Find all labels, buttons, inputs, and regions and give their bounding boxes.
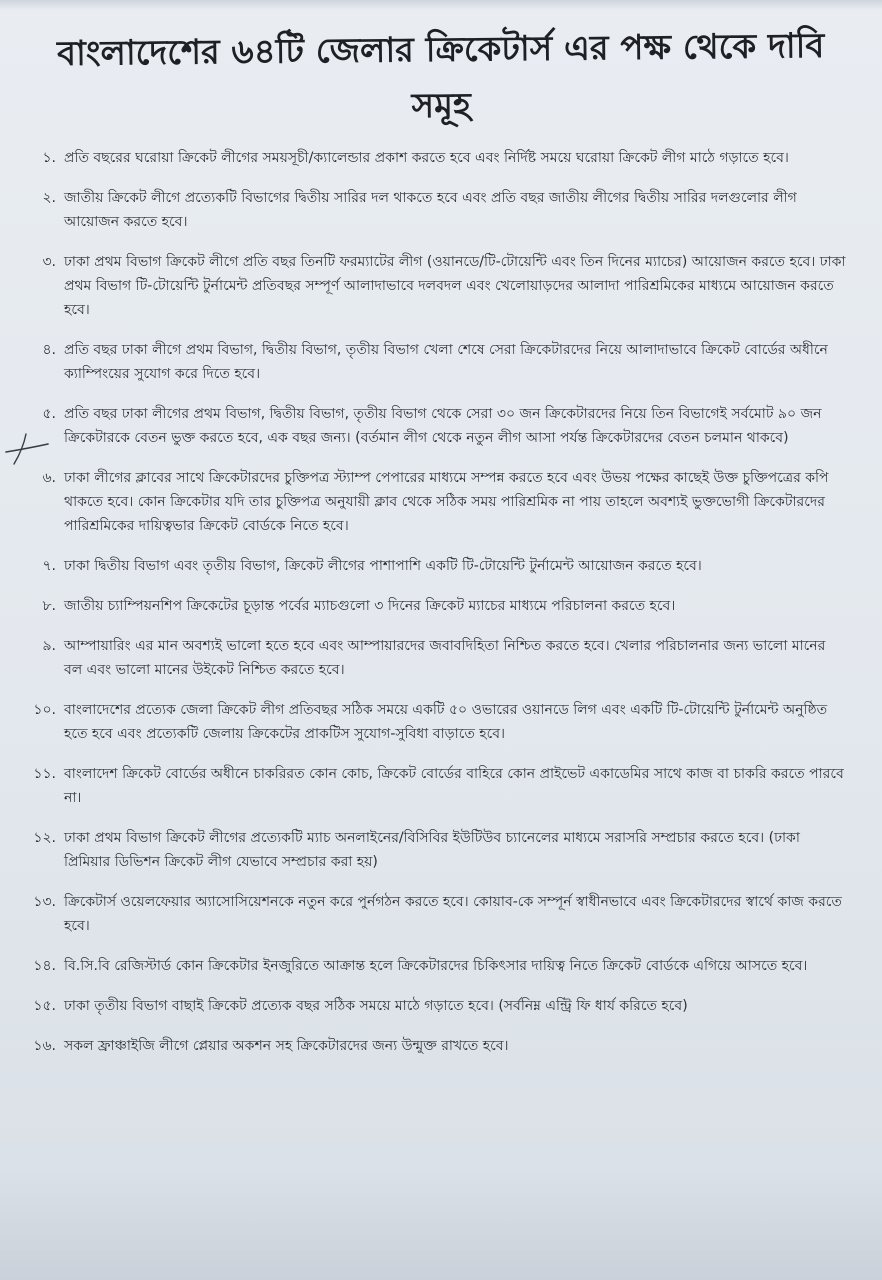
demand-text: ক্রিকেটার্স ওয়েলফেয়ার অ্যাসোসিয়েশনকে নতুন করে পুর্নগঠন করতে হবে। কোয়াব-কে সম্পূর্ন স্বাধীনভাবে এবং ক্রিকেটারদের স্বার্থে কাজ করতে হবে। [64, 894, 842, 934]
paper-fold-shadow [0, 0, 882, 10]
demand-number: ২. [42, 190, 56, 206]
demand-number: ১. [42, 150, 56, 166]
demand-number: ৯. [42, 638, 56, 654]
document-title: বাংলাদেশের ৬৪টি জেলার ক্রিকেটার্স এর পক্ষ থেকে দাবি সমূহ [56, 25, 825, 127]
demand-item [30, 554, 846, 578]
demand-text: ঢাকা তৃতীয় বিভাগ বাছাই ক্রিকেট প্রত্যেক বছর সঠিক সময়ে মাঠে গড়াতে হবে। (সর্বনিম্ন এন্ট্রি ফি ধার্য করিতে হবে) [64, 998, 688, 1014]
demand-number: ১২. [33, 830, 56, 846]
demand-text: জাতীয় ক্রিকেট লীগে প্রত্যেকটি বিভাগের দ্বিতীয় সারির দল থাকতে হবে এবং প্রতি বছর জাতীয় লীগের দ্বিতীয় সারির দলগুলোর লীগ আয়োজন করতে হবে। [64, 190, 797, 230]
demand-number: ১৬. [33, 1038, 56, 1054]
demand-number: ৭. [42, 558, 56, 574]
demand-number: ৫. [42, 406, 56, 422]
demand-item [30, 146, 846, 170]
demand-text: বাংলাদেশের প্রত্যেক জেলা ক্রিকেট লীগ প্রতিবছর সঠিক সময়ে একটি ৫০ ওভারের ওয়ানডে লিগ এবং একটি টি-টোয়েন্টি টুর্নামেন্ট অনুষ্ঠিত হতে হবে এবং প্রত্যেকটি জেলায় ক্রিকেটের প্রাকটিস সুযোগ-সুবিধা বাড়াতে হবে। [64, 702, 828, 742]
demand-text: আম্পায়ারিং এর মান অবশ্যই ভালো হতে হবে এবং আম্পায়ারদের জবাবদিহিতা নিশ্চিত করতে হবে। খেলার পরিচালনার জন্য ভালো মানের বল এবং ভালো মানের উইকেট নিশ্চিত করতে হবে। [64, 638, 826, 678]
demand-item [30, 402, 846, 450]
demand-item [30, 890, 846, 938]
demand-text: ঢাকা লীগের ক্লাবের সাথে ক্রিকেটারদের চুক্তিপত্র স্ট্যাম্প পেপারের মাধ্যমে সম্পন্ন করতে হবে এবং উভয় পক্ষের কাছেই উক্ত চুক্তিপত্রের কপি থাকতে হবে। কোন ক্রিকেটার যদি তার চুক্তিপত্র অনুযায়ী ক্লাব থেকে সঠিক সময় পারিশ্রমিক না পায় তাহলে অবশ্যই ভুক্তভোগী ক্রিকেটারদের পারিশ্রমিকের দায়িত্বভার ক্রিকেট বোর্ডকে নিতে হবে। [64, 470, 829, 534]
demand-text: প্রতি বছরের ঘরোয়া ক্রিকেট লীগের সময়সূচী/ক্যালেন্ডার প্রকাশ করতে হবে এবং নির্দিষ্ট সময়ে ঘরোয়া ক্রিকেট লীগ মাঠে গড়াতে হবে। [64, 150, 789, 166]
demand-number: ১৪. [33, 958, 56, 974]
demand-item [30, 1034, 846, 1058]
demand-item [30, 186, 846, 234]
demand-item [30, 994, 846, 1018]
demand-text: ঢাকা প্রথম বিভাগ ক্রিকেট লীগের প্রত্যেকটি ম্যাচ অনলাইনের/বিসিবির ইউটিউব চ্যানেলের মাধ্যমে সরাসরি সম্প্রচার করতে হবে। (ঢাকা প্রিমিয়ার ডিভিশন ক্রিকেট লীগ যেভাবে সম্প্রচার করা হয়) [64, 830, 800, 870]
demand-number: ১৩. [33, 894, 56, 910]
demand-item [30, 466, 846, 538]
demand-text: প্রতি বছর ঢাকা লীগে প্রথম বিভাগ, দ্বিতীয় বিভাগ, তৃতীয় বিভাগ খেলা শেষে সেরা ক্রিকেটারদের নিয়ে আলাদাভাবে ক্রিকেট বোর্ডের অধীনে ক্যাম্পিংয়ের সুযোগ করে দিতে হবে। [64, 342, 828, 382]
demand-text: প্রতি বছর ঢাকা লীগের প্রথম বিভাগ, দ্বিতীয় বিভাগ, তৃতীয় বিভাগ থেকে সেরা ৩০ জন ক্রিকেটারদের নিয়ে তিন বিভাগেই সর্বমোট ৯০ জন ক্রিকেটারকে বেতন ভুক্ত করতে হবে, এক বছর জন্য। (বর্তমান লীগ থেকে নতুন লীগ আসা পর্যন্ত ক্রিকেটারদের বেতন চলমান থাকবে) [64, 406, 822, 446]
demand-text: ঢাকা প্রথম বিভাগ ক্রিকেট লীগে প্রতি বছর তিনটি ফরম্যাটের লীগ (ওয়ানডে/টি-টোয়েন্টি এবং তিন দিনের ম্যাচের) আয়োজন করতে হবে। ঢাকা প্রথম বিভাগ টি-টোয়েন্টি টুর্নামেন্ট প্রতিবছর সম্পূর্ণ আলাদাভাবে দলবদল এবং খেলোয়াড়দের আলাদা পারিশ্রমিকের মাধ্যমে আয়োজন করতে হবে। [64, 254, 846, 318]
demand-item [30, 338, 846, 386]
demand-number: ১১. [33, 766, 56, 782]
demand-number: ১৫. [33, 998, 56, 1014]
demand-number: ১০. [33, 702, 56, 718]
demand-text: বাংলাদেশ ক্রিকেট বোর্ডের অধীনে চাকরিরত কোন কোচ, ক্রিকেট বোর্ডের বাহিরে কোন প্রাইভেট একাডেমির সাথে কাজ বা চাকরি করতে পারবে না। [64, 766, 844, 806]
demand-item [30, 698, 846, 746]
demand-number: ৮. [42, 598, 56, 614]
demand-text: সকল ফ্রাঞ্চাইজি লীগে প্লেয়ার অকশন সহ ক্রিকেটারদের জন্য উন্মুক্ত রাখতে হবে। [64, 1038, 509, 1054]
demand-item [30, 954, 846, 978]
demand-number: ৪. [42, 342, 56, 358]
demand-number: ৬. [42, 470, 56, 486]
demand-text: ঢাকা দ্বিতীয় বিভাগ এবং তৃতীয় বিভাগ, ক্রিকেট লীগের পাশাপাশি একটি টি-টোয়েন্টি টুর্নামেন্ট আয়োজন করতে হবে। [64, 558, 702, 574]
paper-bottom-shadow [0, 1170, 882, 1280]
demand-text: জাতীয় চ্যাম্পিয়নশিপ ক্রিকেটের চূড়ান্ত পর্বের ম্যাচগুলো ৩ দিনের ক্রিকেট ম্যাচের মাধ্যমে পরিচালনা করতে হবে। [64, 598, 676, 614]
demand-number: ৩. [42, 254, 56, 270]
demand-item [30, 762, 846, 810]
demand-item [30, 634, 846, 682]
demand-item [30, 594, 846, 618]
demand-item [30, 250, 846, 322]
demand-list [30, 146, 846, 1074]
demand-item [30, 826, 846, 874]
demand-text: বি.সি.বি রেজিস্টার্ড কোন ক্রিকেটার ইনজুরিতে আক্রান্ত হলে ক্রিকেটারদের চিকিৎসার দায়িত্ব নিতে ক্রিকেট বোর্ডকে এগিয়ে আসতে হবে। [64, 958, 808, 974]
